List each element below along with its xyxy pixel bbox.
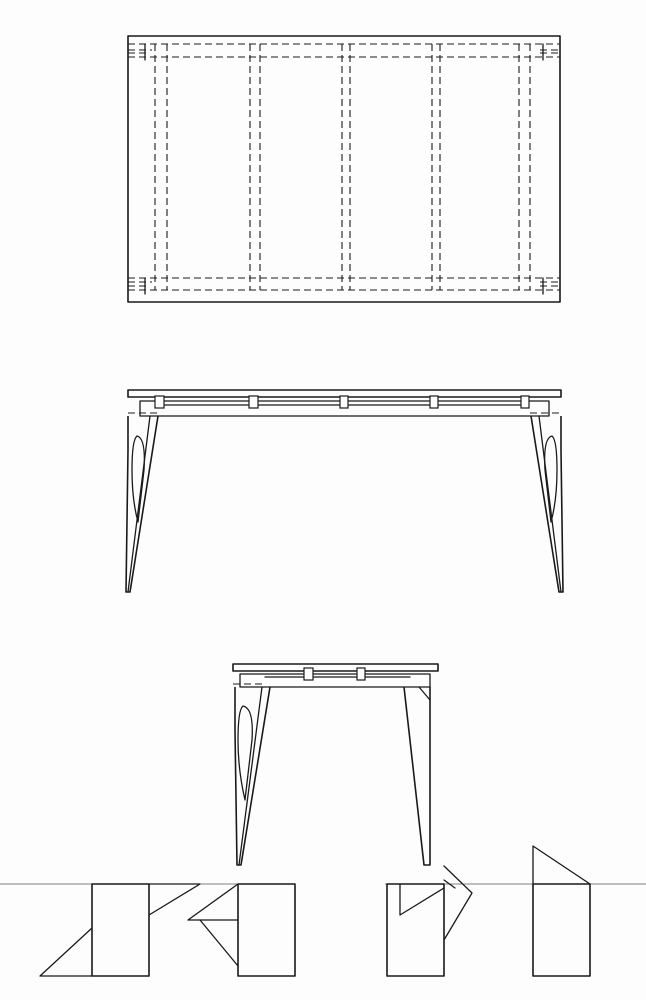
front-elevation (126, 390, 563, 592)
cleat-block (304, 668, 313, 680)
side-right-leg (404, 687, 430, 865)
right-leg (531, 416, 563, 592)
leg-profile-detail-1 (40, 884, 200, 976)
cleat-block (357, 668, 365, 680)
corner-joint-marks (128, 44, 560, 294)
hidden-cross-members (155, 44, 530, 290)
side-elevation (233, 664, 438, 865)
leg-profile-detail-2 (188, 884, 295, 976)
leg-profile-detail-3 (387, 866, 472, 976)
plan-view (128, 36, 560, 302)
apron-rail (240, 674, 430, 687)
leg-cutout (238, 706, 252, 800)
table-top-edge (233, 664, 438, 671)
table-top-outline (128, 36, 560, 302)
leg-profile-details (0, 846, 646, 976)
left-leg (126, 416, 158, 592)
side-left-leg (235, 687, 270, 865)
leg-profile-detail-4 (533, 846, 590, 976)
